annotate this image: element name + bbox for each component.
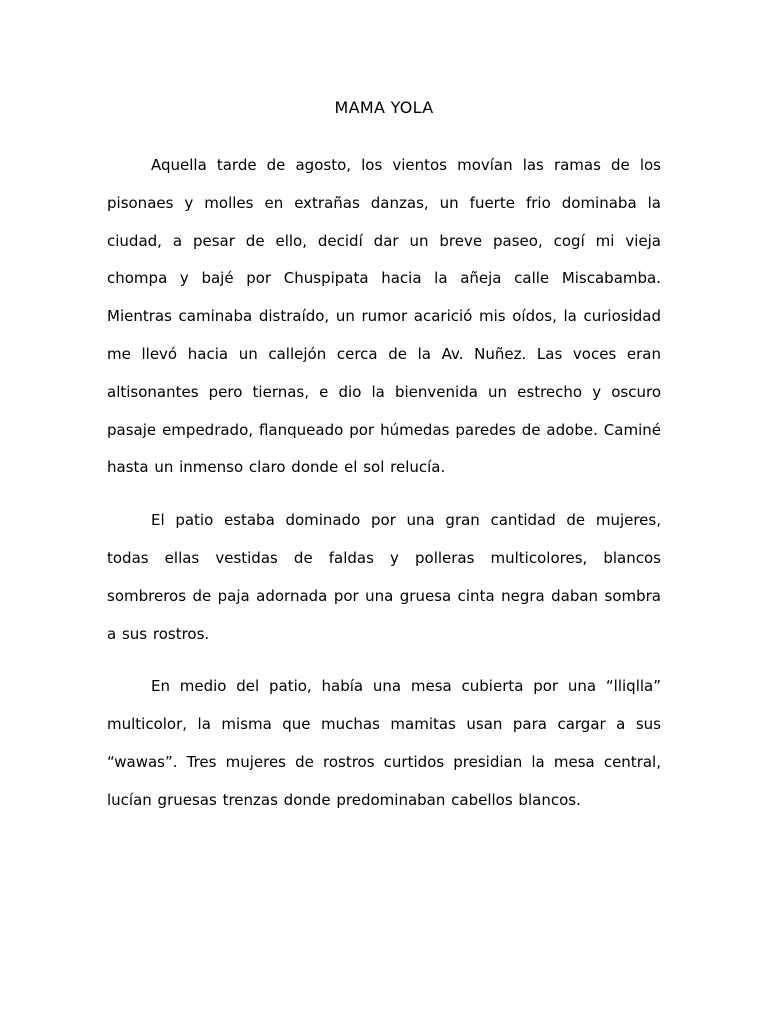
paragraph: Aquella tarde de agosto, los vientos movían las ramas de los pisonaes y molles en extrañas danzas, un fuerte frio dominaba la ciudad, a pesar de ello, decidí dar un breve paseo, cogí mi vieja chompa y bajé por Chuspipata hacia la añeja calle Miscabamba. Mientras caminaba distraído, un rumor acarició mis oídos, la curiosidad me llevó hacia un callejón cerca de la Av. Nuñez. Las voces eran altisonantes pero tiernas, e dio la bienvenida un estrecho y oscuro pasaje empedrado, flanqueado por húmedas paredes de adobe. Caminé hasta un inmenso claro donde el sol relucía. — [107, 156, 661, 477]
document-title: MAMA YOLA — [334, 98, 434, 117]
paragraph: El patio estaba dominado por una gran cantidad de mujeres, todas ellas vestidas de faldas y polleras multicolores, blancos sombreros de paja adornada por una gruesa cinta negra daban sombra a sus rostros. — [107, 511, 661, 643]
document-page — [107, 96, 661, 835]
paragraph: En medio del patio, había una mesa cubierta por una “lliqlla” multicolor, la misma que muchas mamitas usan para cargar a sus “wawas”. Tres mujeres de rostros curtidos presidian la mesa central, lucían gruesas trenzas donde predominaban cabellos blancos. — [107, 677, 661, 809]
